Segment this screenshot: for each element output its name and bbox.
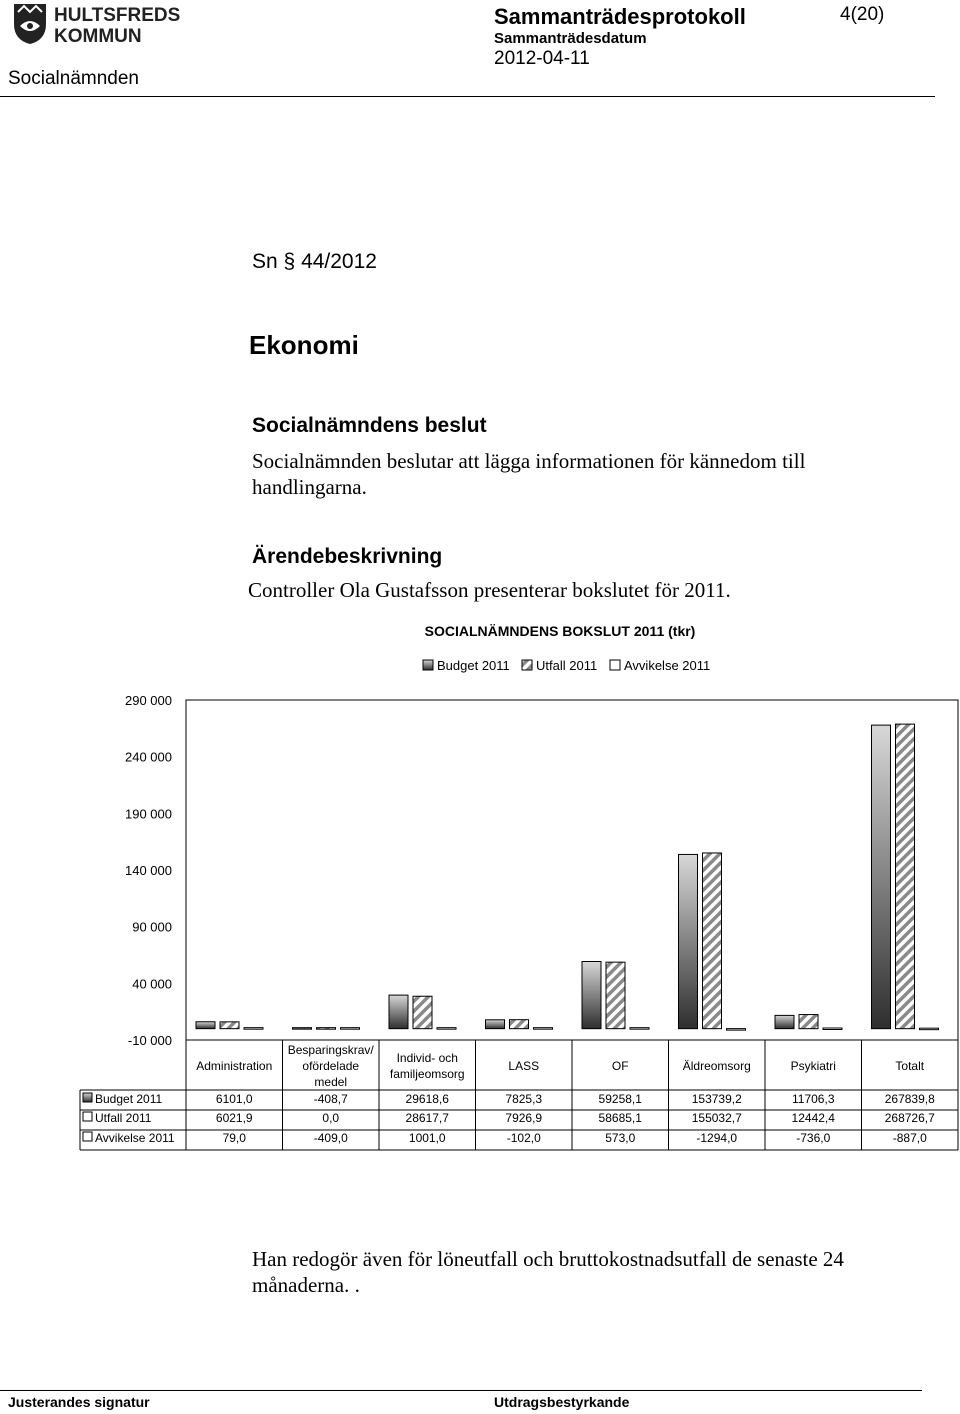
bar-avvikelse-2011 [823,1028,842,1030]
table-cell: 267839,8 [884,1092,935,1106]
closing-line-1: Han redogör även för löneutfall och bruttokostnadsutfall de senaste 24 [252,1247,844,1271]
table-cell: 6101,0 [215,1092,253,1106]
bar-utfall-2011 [413,996,432,1028]
bar-avvikelse-2011 [727,1029,746,1031]
case-number [252,250,377,274]
bar-budget-2011 [196,1022,215,1029]
table-cell: 0,0 [322,1111,340,1125]
table-cell: 153739,2 [691,1092,742,1106]
page-heading: Ekonomi [249,330,359,360]
bar-utfall-2011 [220,1022,239,1029]
category-label: Totalt [895,1059,925,1073]
case-number-value: 44/2012 [301,250,377,273]
bar-utfall-2011 [510,1020,529,1029]
plot-frame [186,700,958,1040]
case-description-heading: Ärendebeskrivning [252,545,443,568]
bar-budget-2011 [486,1020,505,1029]
signature-label: Justerandes signatur [8,1394,150,1410]
table-row-label: Utfall 2011 [95,1111,152,1125]
legend-swatch [610,660,620,670]
logo-line1: HULTSFREDS [54,5,181,26]
legend-swatch [423,660,433,670]
meeting-date-label: Sammanträdesdatum [494,30,647,47]
bar-avvikelse-2011 [534,1028,553,1030]
meeting-date: 2012-04-11 [494,48,590,69]
y-tick-label: -10 000 [127,1033,172,1048]
decision-text [252,448,805,500]
category-label: Individ- och familjeomsorg [389,1051,465,1081]
table-cell: 7825,3 [505,1092,543,1106]
table-cell: 11706,3 [792,1092,835,1106]
budget-chart [78,612,960,1157]
table-cell: 12442,4 [791,1111,835,1125]
header-divider [0,96,935,97]
category-label: Äldreomsorg [682,1059,751,1073]
table-cell: 29618,6 [405,1092,449,1106]
bar-budget-2011 [679,854,698,1028]
table-cell: -102,0 [506,1131,541,1145]
table-cell: -736,0 [796,1131,831,1145]
table-cell: -408,7 [313,1092,348,1106]
y-tick-label: 290 000 [125,693,172,708]
bar-avvikelse-2011 [630,1028,649,1030]
municipality-logo [12,2,182,46]
closing-text [252,1246,844,1298]
case-description-text: Controller Ola Gustafsson presenterar bokslutet för 2011. [248,578,731,602]
bar-avvikelse-2011 [437,1028,456,1030]
category-label: Psykiatri [790,1059,836,1073]
table-cell: 58685,1 [598,1111,642,1125]
department-name: Socialnämnden [8,68,139,89]
table-legend-swatch [83,1132,92,1141]
legend-label: Avvikelse 2011 [624,658,711,673]
table-cell: 268726,7 [884,1111,935,1125]
bar-budget-2011 [293,1028,312,1030]
table-legend-swatch [83,1093,92,1102]
section-sign: § [283,250,296,273]
legend-swatch [522,660,532,670]
table-cell: 7926,9 [505,1111,543,1125]
category-label: OF [611,1059,629,1073]
bar-utfall-2011 [317,1028,336,1030]
table-cell: -409,0 [313,1131,348,1145]
bar-avvikelse-2011 [341,1028,360,1030]
y-tick-label: 140 000 [125,863,172,878]
bar-avvikelse-2011 [920,1028,939,1030]
table-legend-swatch [83,1112,92,1121]
category-label: LASS [508,1059,540,1073]
decision-line-1: Socialnämnden beslutar att lägga informationen för kännedom till [252,449,806,473]
protocol-title: Sammanträdesprotokoll [494,4,746,29]
table-cell: 28617,7 [405,1111,449,1125]
chart-title: SOCIALNÄMNDENS BOKSLUT 2011 (tkr) [424,623,696,639]
bar-utfall-2011 [606,962,625,1029]
table-cell: 573,0 [605,1131,636,1145]
page-number: 4(20) [840,4,885,25]
table-cell: 6021,9 [215,1111,253,1125]
bar-budget-2011 [582,962,601,1029]
y-tick-label: 240 000 [125,749,172,765]
legend-label: Budget 2011 [437,658,510,673]
case-prefix: Sn [252,250,278,273]
bar-budget-2011 [389,995,408,1029]
category-label: Besparingskrav/ ofördelade medel [287,1043,374,1089]
bar-budget-2011 [872,725,891,1029]
y-tick-label: 90 000 [132,919,172,935]
y-tick-label: 40 000 [132,976,172,992]
y-tick-label: 190 000 [125,806,172,822]
bar-utfall-2011 [703,853,722,1029]
table-cell: -887,0 [892,1131,927,1145]
table-cell: 59258,1 [598,1092,642,1106]
closing-line-2: månaderna. . [252,1273,360,1297]
table-cell: 1001,0 [408,1131,446,1145]
coat-of-arms-icon [14,4,46,44]
bar-avvikelse-2011 [244,1028,263,1030]
category-label: Administration [196,1059,273,1073]
certification-label: Utdragsbestyrkande [494,1394,630,1410]
bar-utfall-2011 [896,724,915,1029]
bar-utfall-2011 [799,1015,818,1029]
table-cell: 155032,7 [691,1111,742,1125]
table-cell: -1294,0 [696,1131,738,1145]
bar-budget-2011 [775,1015,794,1028]
table-row-label: Avvikelse 2011 [95,1131,175,1145]
table-row-label: Budget 2011 [95,1092,163,1106]
legend-label: Utfall 2011 [536,658,598,673]
footer-divider [0,1390,922,1391]
decision-line-2: handlingarna. [252,475,367,499]
logo-line2: KOMMUN [54,26,142,46]
table-cell: 79,0 [222,1131,246,1145]
decision-heading: Socialnämndens beslut [252,414,487,437]
